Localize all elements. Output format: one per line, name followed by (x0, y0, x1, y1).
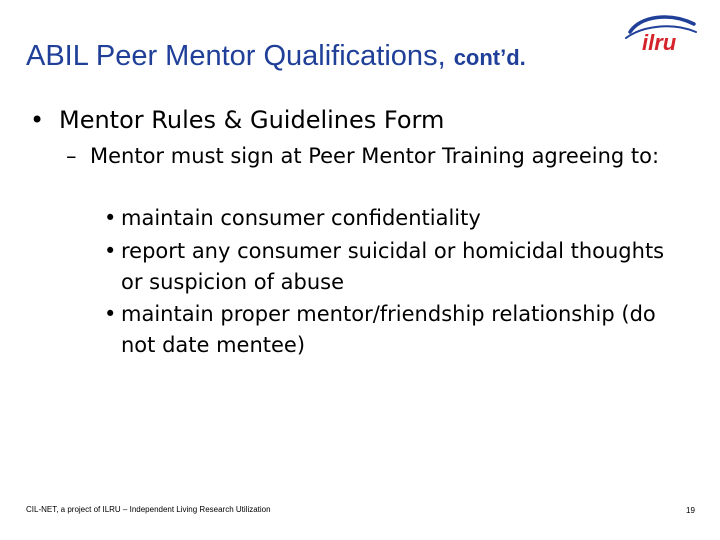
bullet-dash: – (66, 144, 77, 168)
title-suffix: cont’d. (453, 45, 526, 70)
slide-title (26, 40, 526, 73)
bullet-dot: • (104, 206, 117, 230)
bullet-dot: • (104, 302, 117, 326)
bullet-level3-text: maintain consumer confidentiality (121, 206, 481, 230)
bullet-level3-text: report any consumer suicidal or homicidal thoughts or suspicion of abuse (121, 239, 665, 294)
page-number: 19 (686, 506, 695, 515)
title-main: ABIL Peer Mentor Qualifications, (26, 40, 454, 72)
bullet-dot: • (104, 239, 117, 263)
logo-text: ilru (642, 30, 677, 54)
ilru-logo (622, 12, 698, 54)
bullet-level1-text: Mentor Rules & Guidelines Form (59, 106, 445, 134)
bullet-level3-text: maintain proper mentor/friendship relationship (do not date mentee) (121, 302, 656, 357)
bullet-dot: • (30, 106, 45, 134)
footer-text: CIL-NET, a project of ILRU – Independent Living Research Utilization (26, 505, 271, 514)
bullet-level2-text: Mentor must sign at Peer Mentor Training agreeing to: (90, 144, 660, 168)
